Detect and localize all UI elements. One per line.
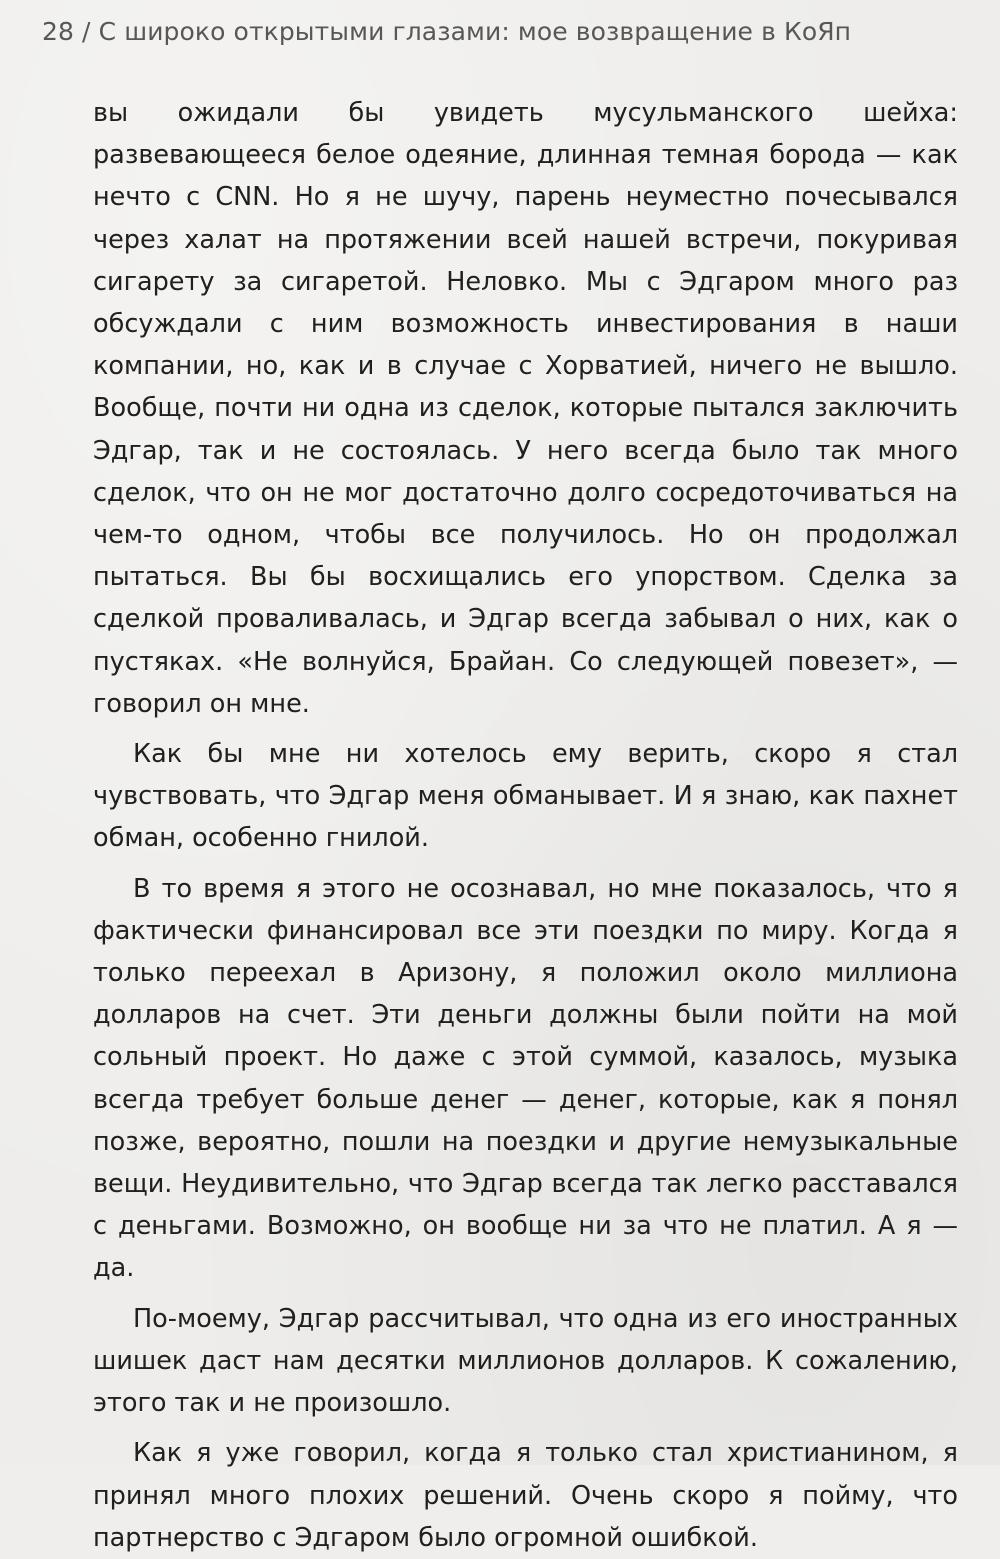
paragraph-2: Как бы мне ни хотелось ему верить, скоро я стал чувствовать, что Эдгар меня обманывает. И я знаю, как пахнет обман, особенно гнилой.: [93, 739, 958, 854]
running-head: 28 / С широко открытыми глазами: мое возвращение в КоЯп: [42, 17, 852, 46]
paragraph-4: По-моему, Эдгар рассчитывал, что одна из его иностранных шишек даст нам десятки миллионов долларов. К сожалению, этого так и не произошло.: [93, 1303, 958, 1419]
paragraph-3: В то время я этого не осознавал, но мне показалось, что я фактически финансировал все эти поездки по миру. Когда я только переехал в Аризону, я положил около миллиона долларов на счет. Эти деньги должны были пойти на мой сольный проект. Но даже с этой суммой, казалось, музыка всегда требует больше денег — денег, которые, как я понял позже, вероятно, пошли на поездки и другие немузыкальные вещи. Неудивительно, что Эдгар всегда так легко расставался с деньгами. Возможно, он вообще ни за что не платил. А я — да.: [93, 873, 958, 1284]
paragraph-5: Как я уже говорил, когда я только стал христианином, я принял много плохих решений. Очень скоро я пойму, что партнерство с Эдгаром было огромной ошибкой.: [93, 1438, 958, 1553]
paragraph-1: вы ожидали бы увидеть мусульманского шейха: развевающееся белое одеяние, длинная темная борода — как нечто с CNN. Но я не шучу, парень неуместно почесывался через халат на протяжении всей нашей встречи, покуривая сигарету за сигаретой. Неловко. Мы с Эдгаром много раз обсуждали с ним возможность инвестирования в наши компании, но, как и в случае с Хорватией, ничего не вышло. Вообще, почти ни одна из сделок, которые пытался заключить Эдгар, так и не состоялась. У него всегда было так много сделок, что он не мог достаточно долго сосредоточиваться на чем-то одном, чтобы все получилось. Но он продолжал пытаться. Вы бы восхищались его упорством. Сделка за сделкой проваливалась, и Эдгар всегда забывал о них, как о пустяках. «Не волнуйся, Брайан. Со следующей повезет», — говорил он мне.: [93, 98, 958, 719]
body-text: [93, 92, 958, 1559]
